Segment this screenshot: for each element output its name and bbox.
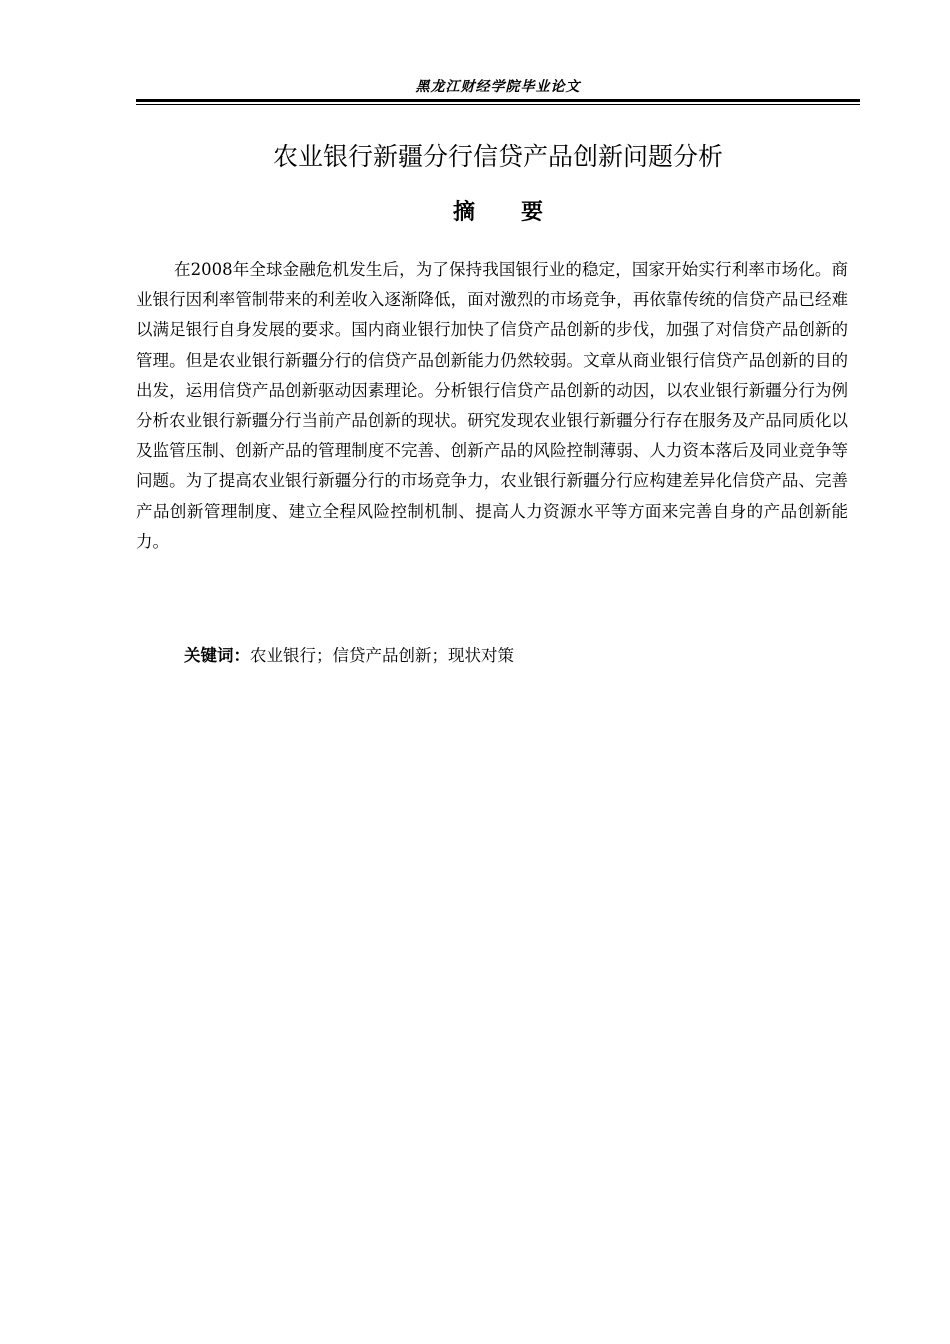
keywords-label: 关键词： xyxy=(184,646,250,665)
keywords-value: 农业银行；信贷产品创新；现状对策 xyxy=(250,646,514,665)
abstract-heading: 摘要 xyxy=(452,200,589,225)
document-title: 农业银行新疆分行信贷产品创新问题分析 xyxy=(272,142,723,171)
running-header-title: 黑龙江财经学院毕业论文 xyxy=(415,79,581,95)
header-rule-thin xyxy=(136,104,860,105)
header-rule-thick xyxy=(136,99,860,102)
keywords-line xyxy=(184,644,844,668)
abstract-body: 在2008年全球金融危机发生后，为了保持我国银行业的稳定，国家开始实行利率市场化。商业银行因利率管制带来的利差收入逐渐降低，面对激烈的市场竞争，再依靠传统的信贷产品已经难以满足银行自身发展的要求。国内商业银行加快了信贷产品创新的步伐，加强了对信贷产品创新的管理。但是农业银行新疆分行的信贷产品创新能力仍然较弱。文章从商业银行信贷产品创新的目的出发，运用信贷产品创新驱动因素理论。分析银行信贷产品创新的动因，以农业银行新疆分行为例分析农业银行新疆分行当前产品创新的现状。研究发现农业银行新疆分行存在服务及产品同质化以及监管压制、创新产品的管理制度不完善、创新产品的风险控制薄弱、人力资本落后及同业竞争等问题。为了提高农业银行新疆分行的市场竞争力，农业银行新疆分行应构建差异化信贷产品、完善产品创新管理制度、建立全程风险控制机制、提高人力资源水平等方面来完善自身的产品创新能力。 xyxy=(136,260,848,551)
